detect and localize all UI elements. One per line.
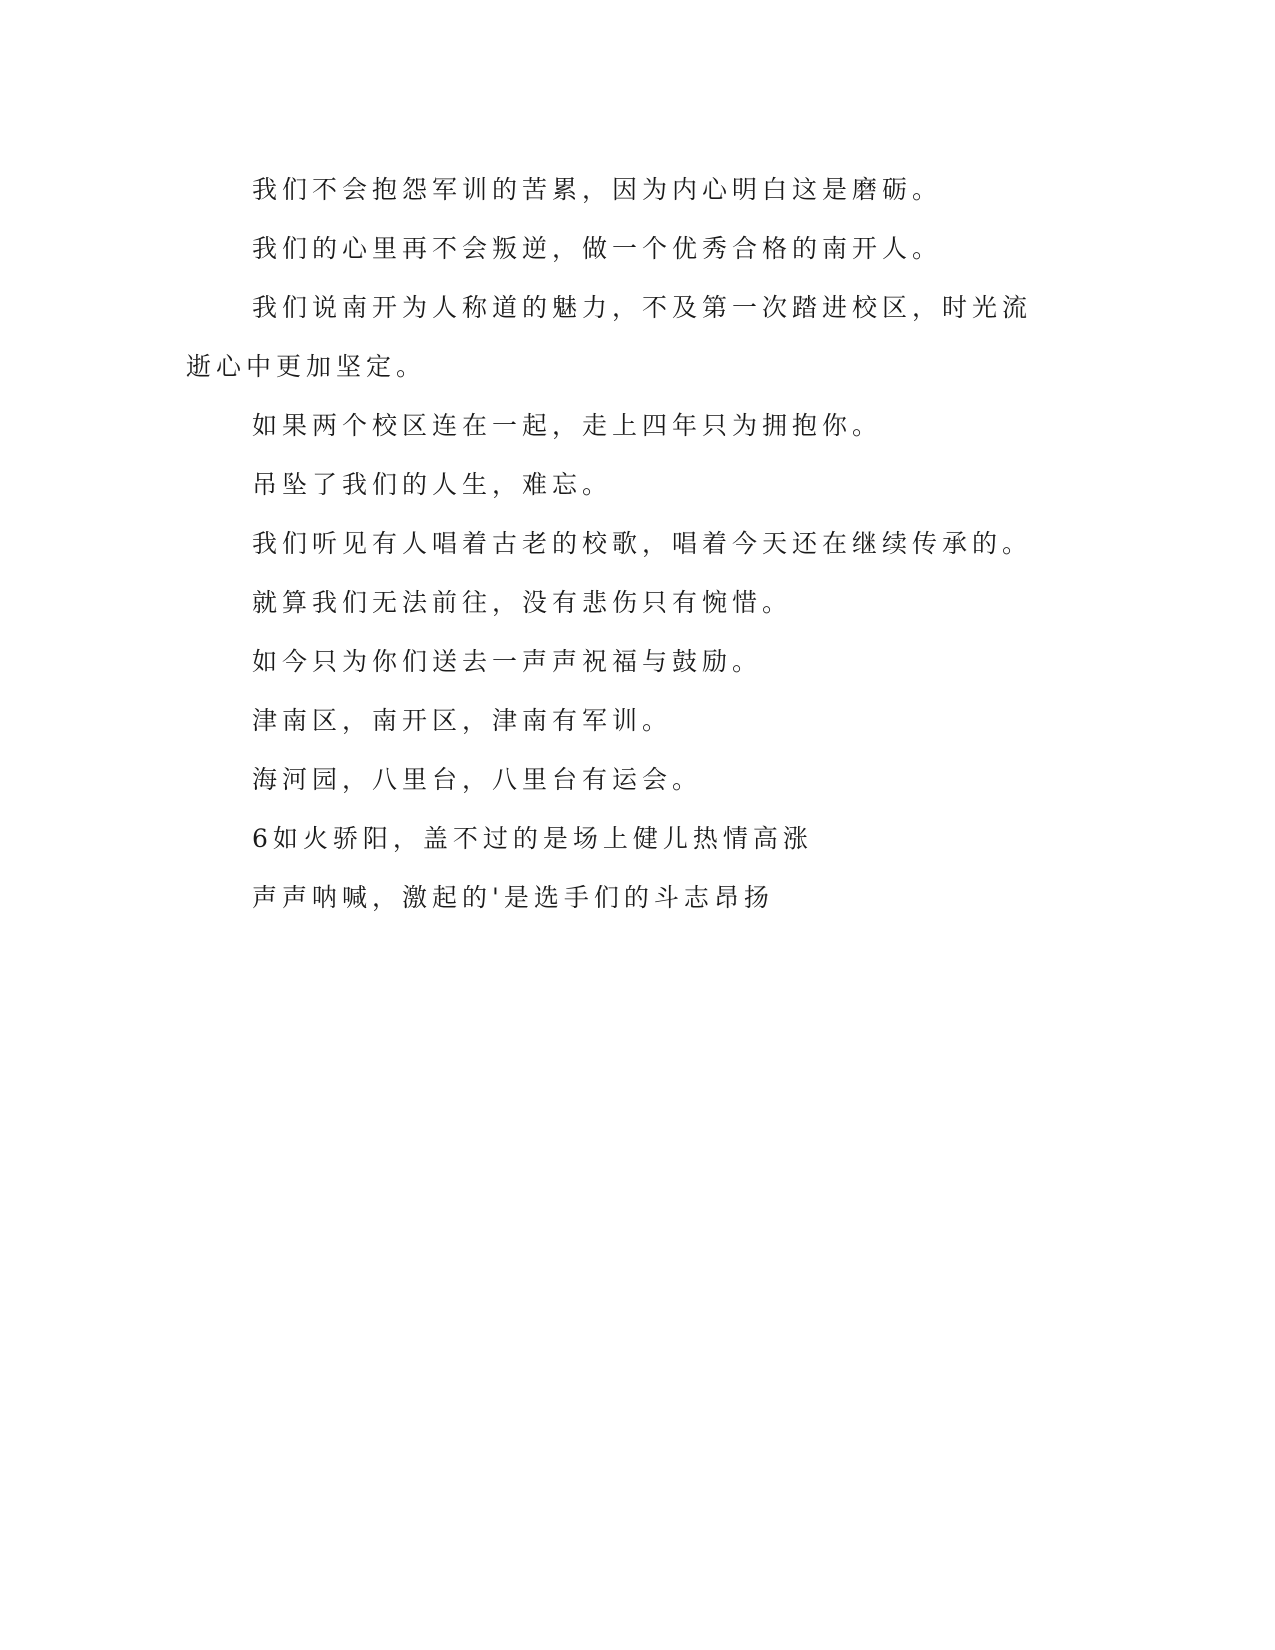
paragraph-4: 如果两个校区连在一起，走上四年只为拥抱你。 [252,411,883,440]
document-body [186,160,1046,927]
paragraph-3: 我们说南开为人称道的魅力，不及第一次踏进校区，时光流逝心中更加坚定。 [186,293,1033,381]
paragraph-8: 如今只为你们送去一声声祝福与鼓励。 [252,647,763,676]
paragraph-10: 海河园，八里台，八里台有运会。 [252,765,703,794]
paragraph-6: 我们听见有人唱着古老的校歌，唱着今天还在继续传承的。 [252,529,1033,558]
paragraph-9: 津南区，南开区，津南有军训。 [252,706,673,735]
paragraph-12: 声声呐喊，激起的'是选手们的斗志昂扬 [252,883,774,912]
paragraph-7: 就算我们无法前往，没有悲伤只有惋惜。 [252,588,793,617]
paragraph-1: 我们不会抱怨军训的苦累，因为内心明白这是磨砺。 [252,175,943,204]
paragraph-11: 6如火骄阳，盖不过的是场上健儿热情高涨 [252,824,813,853]
paragraph-5: 吊坠了我们的人生，难忘。 [252,470,613,499]
paragraph-2: 我们的心里再不会叛逆，做一个优秀合格的南开人。 [252,234,943,263]
